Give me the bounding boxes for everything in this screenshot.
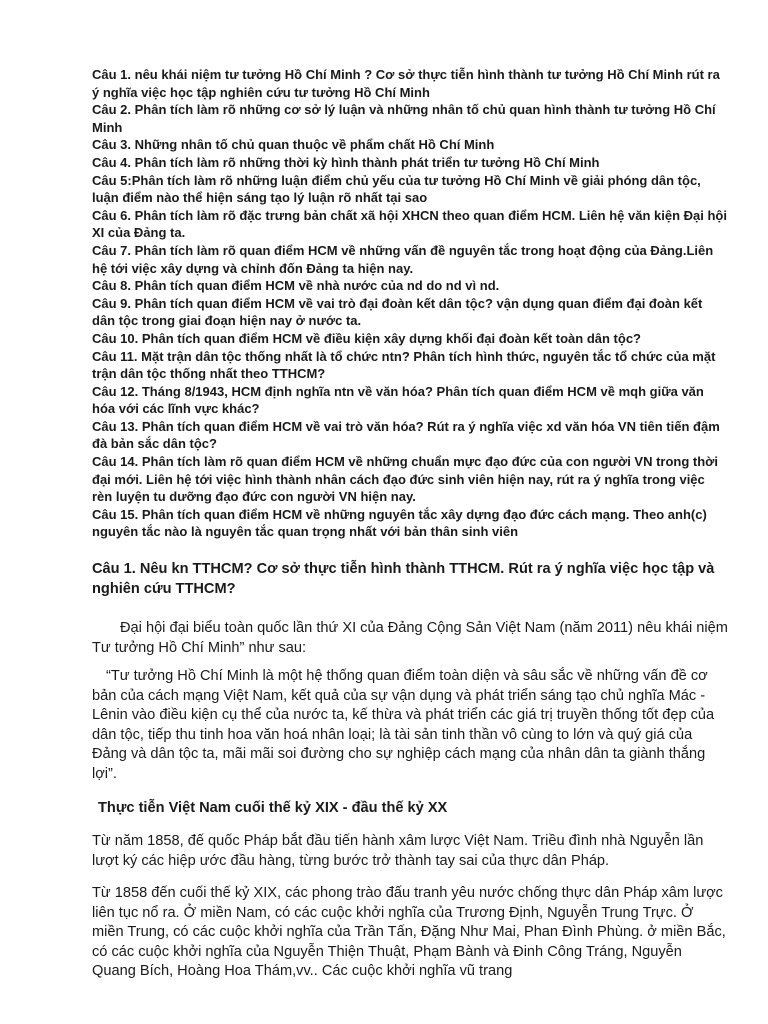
- definition-quote: “Tư tưởng Hồ Chí Minh là một hệ thống quan điểm toàn diện và sâu sắc về những vấn đề cơ bản của cách mạng Việt Nam, kết quả của sự vận dụng và phát triển sáng tạo chủ nghĩa Mác - Lênin vào điều kiện cụ thể của nước ta, kế thừa và phát triển các giá trị truyền thống tốt đẹp của dân tộc, tiếp thu tinh hoa văn hoá nhân loại; là tài sản tinh thần vô cùng to lớn và quý giá của Đảng và dân tộc ta, mãi mãi soi đường cho sự nghiệp cách mạng của nhân dân ta giành thắng lợi”.: [92, 668, 715, 782]
- question-item: Câu 12. Tháng 8/1943, HCM định nghĩa ntn về văn hóa? Phân tích quan điểm HCM về mqh giữa văn hóa với các lĩnh vực khác?: [92, 383, 704, 417]
- question-item: Câu 11. Mặt trận dân tộc thống nhất là tổ chức ntn? Phân tích hình thức, nguyên tắc tổ chức của mặt trận dân tộc thống nhất theo TTHCM?: [92, 348, 716, 382]
- answer-heading: Câu 1. Nêu kn TTHCM? Cơ sở thực tiễn hình thành TTHCM. Rút ra ý nghĩa việc học tập và nghiên cứu TTHCM?: [92, 561, 715, 598]
- question-item: Câu 8. Phân tích quan điểm HCM về nhà nước của nd do nd vì nd.: [92, 278, 500, 294]
- intro-paragraph: Đại hội đại biểu toàn quốc lần thứ XI của Đảng Cộng Sản Việt Nam (năm 2011) nêu khái niệm Tư tưởng Hồ Chí Minh” như sau:: [92, 620, 728, 656]
- question-item: Câu 1. nêu khái niệm tư tưởng Hồ Chí Minh ? Cơ sở thực tiễn hình thành tư tưởng Hồ Chí Minh rút ra ý nghĩa việc học tập nghiên cứu tư tưởng Hồ Chí Minh: [92, 67, 720, 100]
- section-heading: Thực tiễn Việt Nam cuối thế kỷ XIX - đầu thế kỷ XX: [98, 800, 448, 817]
- question-item: Câu 9. Phân tích quan điểm HCM về vai trò đại đoàn kết dân tộc? vận dụng quan điểm đại đoàn kết dân tộc trong giai đoạn hiện nay ở nước ta.: [92, 295, 703, 329]
- question-item: Câu 13. Phân tích quan điểm HCM về vai trò văn hóa? Rút ra ý nghĩa việc xd văn hóa VN tiên tiến đậm đà bản sắc dân tộc?: [92, 418, 720, 452]
- question-item: Câu 10. Phân tích quan điểm HCM về điều kiện xây dựng khối đại đoàn kết toàn dân tộc?: [92, 330, 642, 346]
- question-item: Câu 15. Phân tích quan điểm HCM về những nguyên tắc xây dựng đạo đức cách mạng. Theo anh(c) nguyên tắc nào là nguyên tắc quan trọng nhất với bản thân sinh viên: [92, 506, 707, 540]
- question-list: [92, 66, 728, 541]
- question-item: Câu 2. Phân tích làm rõ những cơ sở lý luận và những nhân tố chủ quan hình thành tư tưởng Hồ Chí Minh: [92, 102, 716, 135]
- document-page: [92, 66, 728, 982]
- question-item: Câu 3. Những nhân tố chủ quan thuộc về phẩm chất Hồ Chí Minh: [92, 137, 495, 153]
- question-item: Câu 7. Phân tích làm rõ quan điểm HCM về những vấn đề nguyên tắc trong hoạt động của Đảng.Liên hệ tới việc xây dựng và chỉnh đốn Đảng ta hiện nay.: [92, 242, 714, 276]
- question-item: Câu 4. Phân tích làm rõ những thời kỳ hình thành phát triển tư tưởng Hồ Chí Minh: [92, 154, 600, 170]
- question-item: Câu 14. Phân tích làm rõ quan điểm HCM về những chuẩn mực đạo đức của con người VN trong thời đại mới. Liên hệ tới việc hình thành nhân cách đạo đức sinh viên hiện nay, rút ra ý nghĩa trong việc rèn luyện tu dưỡng đạo đức con người VN hiện nay.: [92, 454, 719, 505]
- body-paragraph: Từ 1858 đến cuối thế kỷ XIX, các phong trào đấu tranh yêu nước chống thực dân Pháp xâm lược liên tục nổ ra. Ở miền Nam, có các cuộc khởi nghĩa của Trương Định, Nguyễn Trung Trực. Ở miền Trung, có các cuộc khởi nghĩa của Trần Tấn, Đặng Như Mai, Phan Đình Phùng. ở miền Bắc, có các cuộc khởi nghĩa của Nguyễn Thiện Thuật, Phạm Bành và Đinh Công Tráng, Nguyễn Quang Bích, Hoàng Hoa Thám,vv.. Các cuộc khởi nghĩa vũ trang: [92, 885, 726, 980]
- question-item: Câu 6. Phân tích làm rõ đặc trưng bản chất xã hội XHCN theo quan điểm HCM. Liên hệ văn kiện Đại hội XI của Đảng ta.: [92, 207, 727, 241]
- body-paragraph: Từ năm 1858, đế quốc Pháp bắt đầu tiến hành xâm lược Việt Nam. Triều đình nhà Nguyễn lần lượt ký các hiệp ước đầu hàng, từng bước trở thành tay sai của thực dân Pháp.: [92, 833, 704, 869]
- question-item: Câu 5:Phân tích làm rõ những luận điểm chủ yếu của tư tưởng Hồ Chí Minh về giải phóng dân tộc, luận điểm nào thể hiện sáng tạo lý luận rõ nhất tại sao: [92, 172, 701, 206]
